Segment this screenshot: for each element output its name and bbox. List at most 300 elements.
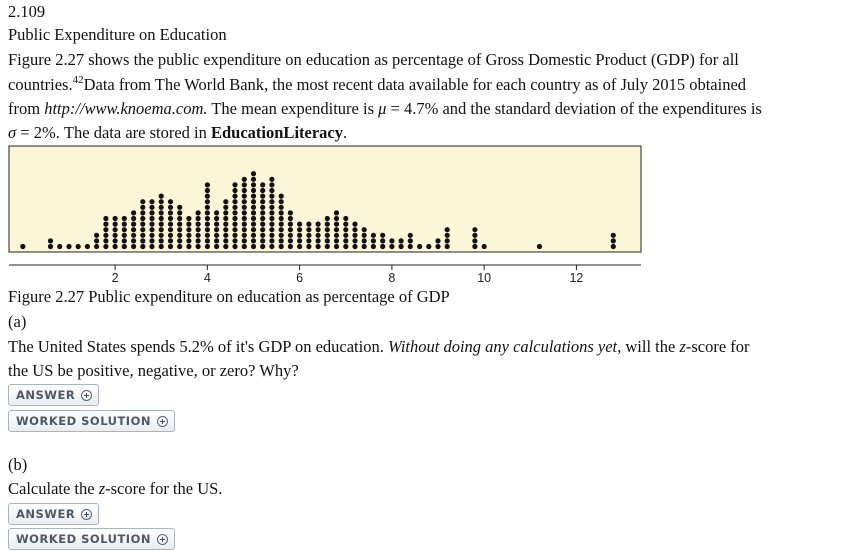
data-dot <box>445 238 450 243</box>
data-dot <box>343 222 348 227</box>
data-dot <box>482 244 487 249</box>
data-dot <box>316 227 321 232</box>
intro-text: = 4.7% and the standard deviation of the expenditures is <box>386 99 762 118</box>
data-dot <box>168 227 173 232</box>
data-dot <box>196 216 201 221</box>
data-dot <box>325 216 330 221</box>
data-dot <box>223 244 228 249</box>
data-dot <box>140 233 145 238</box>
data-dot <box>251 222 256 227</box>
data-dot <box>186 216 191 221</box>
data-dot <box>122 227 127 232</box>
data-dot <box>306 222 311 227</box>
data-dot <box>260 238 265 243</box>
data-dot <box>140 210 145 215</box>
data-dot <box>214 227 219 232</box>
data-dot <box>445 244 450 249</box>
part-a-label: (a) <box>8 312 27 331</box>
z-symbol: z <box>98 479 106 498</box>
intro-text: . <box>343 123 348 142</box>
data-dot <box>343 244 348 249</box>
data-dot <box>316 222 321 227</box>
data-dot <box>177 244 182 249</box>
data-dot <box>159 199 164 204</box>
data-dot <box>297 233 302 238</box>
data-dot <box>223 238 228 243</box>
data-dot <box>103 238 108 243</box>
intro-text: countries. <box>8 75 73 94</box>
data-dot <box>297 222 302 227</box>
data-dot <box>325 227 330 232</box>
data-dot <box>186 233 191 238</box>
problem-number: 2.109 <box>8 2 46 21</box>
data-dot <box>279 216 284 221</box>
data-dot <box>472 233 477 238</box>
data-dot <box>113 238 118 243</box>
data-dot <box>325 233 330 238</box>
data-dot <box>232 205 237 210</box>
data-dot <box>113 233 118 238</box>
question-text: -score for <box>685 337 750 356</box>
data-dot <box>269 244 274 249</box>
data-dot <box>113 222 118 227</box>
data-dot <box>288 227 293 232</box>
data-dot <box>408 233 413 238</box>
data-dot <box>122 244 127 249</box>
data-dot <box>445 233 450 238</box>
button-label: ANSWER <box>16 507 76 521</box>
data-dot <box>362 238 367 243</box>
data-dot <box>149 238 154 243</box>
data-dot <box>214 238 219 243</box>
data-dot <box>242 199 247 204</box>
data-dot <box>389 238 394 243</box>
data-dot <box>399 238 404 243</box>
data-dot <box>103 222 108 227</box>
data-dot <box>232 222 237 227</box>
data-dot <box>205 227 210 232</box>
data-dot <box>131 210 136 215</box>
part-a-worked-solution-button[interactable] <box>8 410 175 432</box>
plus-circle-icon <box>81 390 92 401</box>
data-dot <box>269 182 274 187</box>
data-dot <box>186 222 191 227</box>
data-dot <box>159 194 164 199</box>
data-dot <box>94 244 99 249</box>
data-dot <box>242 188 247 193</box>
data-dot <box>611 238 616 243</box>
data-dot <box>232 244 237 249</box>
data-dot <box>242 222 247 227</box>
data-dot <box>251 205 256 210</box>
data-dot <box>113 216 118 221</box>
data-dot <box>122 216 127 221</box>
data-dot <box>334 233 339 238</box>
data-dot <box>242 227 247 232</box>
data-dot <box>472 238 477 243</box>
data-dot <box>325 222 330 227</box>
data-dot <box>140 244 145 249</box>
data-dot <box>242 216 247 221</box>
data-dot <box>140 238 145 243</box>
data-dot <box>149 233 154 238</box>
data-dot <box>380 244 385 249</box>
data-dot <box>334 216 339 221</box>
data-dot <box>269 177 274 182</box>
data-dot <box>251 216 256 221</box>
x-tick-label: 2 <box>111 271 119 285</box>
data-dot <box>149 216 154 221</box>
data-dot <box>168 233 173 238</box>
data-dot <box>168 238 173 243</box>
data-dot <box>177 233 182 238</box>
data-dot <box>408 238 413 243</box>
data-dot <box>177 205 182 210</box>
part-a-answer-button[interactable] <box>8 384 99 406</box>
data-dot <box>168 222 173 227</box>
data-dot <box>251 171 256 176</box>
data-dot <box>260 210 265 215</box>
data-dot <box>242 210 247 215</box>
data-dot <box>232 238 237 243</box>
data-dot <box>103 233 108 238</box>
data-dot <box>103 244 108 249</box>
data-dot <box>196 222 201 227</box>
data-dot <box>122 222 127 227</box>
data-dot <box>251 182 256 187</box>
data-dot <box>445 227 450 232</box>
data-dot <box>223 199 228 204</box>
data-dot <box>251 188 256 193</box>
data-dot <box>306 244 311 249</box>
data-dot <box>260 199 265 204</box>
data-dot <box>232 233 237 238</box>
intro-text: = 2%. The data are stored in <box>16 123 211 142</box>
data-dot <box>232 210 237 215</box>
data-dot <box>168 216 173 221</box>
data-dot <box>316 233 321 238</box>
source-url: http://www.knoema.com. <box>44 99 208 118</box>
data-dot <box>113 244 118 249</box>
data-dot <box>149 205 154 210</box>
data-dot <box>223 216 228 221</box>
data-dot <box>214 233 219 238</box>
data-dot <box>288 238 293 243</box>
data-dot <box>232 227 237 232</box>
part-b-question <box>8 479 222 499</box>
data-dot <box>223 205 228 210</box>
data-dot <box>159 205 164 210</box>
data-dot <box>426 244 431 249</box>
data-dot <box>352 244 357 249</box>
data-dot <box>362 244 367 249</box>
data-dot <box>168 210 173 215</box>
data-dot <box>306 238 311 243</box>
x-tick-label: 10 <box>477 271 492 285</box>
x-tick-label: 4 <box>203 271 211 285</box>
data-dot <box>260 194 265 199</box>
data-dot <box>279 210 284 215</box>
data-dot <box>186 238 191 243</box>
data-dot <box>435 244 440 249</box>
data-dot <box>131 216 136 221</box>
data-dot <box>297 244 302 249</box>
data-dot <box>362 227 367 232</box>
x-tick-label: 6 <box>296 271 304 285</box>
footnote-ref[interactable]: 42 <box>72 74 84 86</box>
data-dot <box>242 194 247 199</box>
data-dot <box>131 222 136 227</box>
data-dot <box>232 182 237 187</box>
part-b-worked-solution-button[interactable] <box>8 528 175 550</box>
data-dot <box>251 244 256 249</box>
data-dot <box>297 227 302 232</box>
question-text: The United States spends 5.2% of it's GDP on education. <box>8 337 388 356</box>
data-dot <box>205 233 210 238</box>
question-text: -score for the US. <box>105 479 223 498</box>
data-dot <box>269 238 274 243</box>
data-dot <box>325 244 330 249</box>
intro-text: Data from The World Bank, the most recent data available for each country as of July 2015 obtained <box>83 75 747 94</box>
data-dot <box>66 244 71 249</box>
data-dot <box>297 238 302 243</box>
data-dot <box>251 238 256 243</box>
data-dot <box>149 244 154 249</box>
data-dot <box>140 199 145 204</box>
data-dot <box>343 238 348 243</box>
data-dot <box>205 194 210 199</box>
data-dot <box>325 238 330 243</box>
data-dot <box>196 210 201 215</box>
data-dot <box>251 199 256 204</box>
data-dot <box>408 244 413 249</box>
data-dot <box>343 233 348 238</box>
data-dot <box>334 210 339 215</box>
mu-symbol: μ <box>378 99 387 118</box>
data-dot <box>334 244 339 249</box>
data-dot <box>260 216 265 221</box>
data-dot <box>196 233 201 238</box>
question-text: Calculate the <box>8 479 99 498</box>
data-dot <box>260 222 265 227</box>
data-dot <box>196 227 201 232</box>
data-dot <box>260 233 265 238</box>
button-label: WORKED SOLUTION <box>16 532 151 546</box>
data-dot <box>288 244 293 249</box>
button-label: WORKED SOLUTION <box>16 414 151 428</box>
data-dot <box>269 205 274 210</box>
data-dot <box>113 227 118 232</box>
data-dot <box>232 194 237 199</box>
data-dot <box>94 238 99 243</box>
data-dot <box>131 238 136 243</box>
data-dot <box>85 244 90 249</box>
data-dot <box>214 210 219 215</box>
data-dot <box>242 182 247 187</box>
data-dot <box>288 216 293 221</box>
data-dot <box>48 238 53 243</box>
x-tick-label: 12 <box>569 271 584 285</box>
plus-circle-icon <box>81 509 92 520</box>
data-dot <box>177 222 182 227</box>
data-dot <box>251 210 256 215</box>
data-dot <box>279 227 284 232</box>
data-dot <box>159 222 164 227</box>
data-dot <box>472 227 477 232</box>
data-dot <box>149 210 154 215</box>
data-dot <box>269 233 274 238</box>
data-dot <box>103 227 108 232</box>
data-dot <box>316 238 321 243</box>
question-emphasis: Without doing any calculations yet <box>387 337 618 356</box>
data-dot <box>260 227 265 232</box>
data-dot <box>242 177 247 182</box>
data-dot <box>223 222 228 227</box>
data-dot <box>131 244 136 249</box>
data-dot <box>140 216 145 221</box>
data-dot <box>399 244 404 249</box>
data-dot <box>223 227 228 232</box>
data-dot <box>260 182 265 187</box>
data-dot <box>140 222 145 227</box>
data-dot <box>279 199 284 204</box>
data-dot <box>205 244 210 249</box>
data-dot <box>371 233 376 238</box>
data-dot <box>232 199 237 204</box>
data-dot <box>279 222 284 227</box>
button-label: ANSWER <box>16 388 76 402</box>
data-dot <box>260 188 265 193</box>
data-dot <box>389 244 394 249</box>
data-dot <box>288 222 293 227</box>
data-dot <box>279 238 284 243</box>
data-dot <box>269 199 274 204</box>
figure-caption: Figure 2.27 Public expenditure on education as percentage of GDP <box>8 287 450 306</box>
data-dot <box>103 216 108 221</box>
data-dot <box>288 210 293 215</box>
data-dot <box>223 233 228 238</box>
data-dot <box>306 227 311 232</box>
data-dot <box>168 199 173 204</box>
data-dot <box>205 210 210 215</box>
data-dot <box>269 210 274 215</box>
data-dot <box>159 210 164 215</box>
data-dot <box>362 233 367 238</box>
part-b-answer-button[interactable] <box>8 503 99 525</box>
data-dot <box>159 238 164 243</box>
data-dot <box>251 227 256 232</box>
data-dot <box>260 205 265 210</box>
data-dot <box>205 238 210 243</box>
data-dot <box>251 233 256 238</box>
data-dot <box>131 233 136 238</box>
part-a-question-line-2: the US be positive, negative, or zero? Why? <box>8 361 299 380</box>
data-dot <box>186 227 191 232</box>
dataset-name: EducationLiteracy <box>211 123 343 142</box>
part-b-label: (b) <box>8 455 28 474</box>
data-dot <box>611 233 616 238</box>
data-dot <box>214 244 219 249</box>
data-dot <box>343 216 348 221</box>
data-dot <box>352 233 357 238</box>
sigma-symbol: σ <box>8 123 17 142</box>
data-dot <box>352 238 357 243</box>
data-dot <box>159 227 164 232</box>
data-dot <box>177 227 182 232</box>
data-dot <box>122 233 127 238</box>
data-dot <box>242 244 247 249</box>
data-dot <box>269 222 274 227</box>
data-dot <box>177 210 182 215</box>
data-dot <box>76 244 81 249</box>
data-dot <box>380 238 385 243</box>
data-dot <box>352 227 357 232</box>
data-dot <box>205 205 210 210</box>
data-dot <box>159 233 164 238</box>
data-dot <box>223 210 228 215</box>
data-dot <box>343 227 348 232</box>
data-dot <box>260 244 265 249</box>
data-dot <box>269 227 274 232</box>
data-dot <box>149 227 154 232</box>
data-dot <box>611 244 616 249</box>
z-symbol: z <box>679 337 686 356</box>
data-dot <box>20 244 25 249</box>
data-dot <box>334 238 339 243</box>
data-dot <box>122 238 127 243</box>
data-dot <box>417 244 422 249</box>
data-dot <box>149 199 154 204</box>
data-dot <box>269 216 274 221</box>
data-dot <box>48 244 53 249</box>
data-dot <box>205 216 210 221</box>
data-dot <box>205 188 210 193</box>
data-dot <box>279 233 284 238</box>
data-dot <box>186 244 191 249</box>
data-dot <box>205 222 210 227</box>
data-dot <box>279 205 284 210</box>
data-dot <box>279 244 284 249</box>
data-dot <box>232 216 237 221</box>
data-dot <box>537 244 542 249</box>
data-dot <box>242 233 247 238</box>
data-dot <box>159 216 164 221</box>
data-dot <box>472 244 477 249</box>
intro-text: The mean expenditure is <box>207 99 379 118</box>
data-dot <box>251 194 256 199</box>
data-dot <box>205 199 210 204</box>
data-dot <box>334 227 339 232</box>
data-dot <box>196 244 201 249</box>
data-dot <box>306 233 311 238</box>
data-dot <box>214 222 219 227</box>
data-dot <box>159 244 164 249</box>
data-dot <box>352 222 357 227</box>
part-a-question-line-1 <box>8 337 750 357</box>
data-dot <box>177 238 182 243</box>
data-dot <box>140 205 145 210</box>
data-dot <box>214 216 219 221</box>
intro-line-1: Figure 2.27 shows the public expenditure on education as percentage of Gross Domestic Product (GDP) for all <box>8 50 739 69</box>
data-dot <box>269 188 274 193</box>
data-dot <box>177 216 182 221</box>
data-dot <box>140 227 145 232</box>
data-dot <box>316 244 321 249</box>
plus-circle-icon <box>157 534 168 545</box>
data-dot <box>205 182 210 187</box>
data-dot <box>94 233 99 238</box>
data-dot <box>149 222 154 227</box>
